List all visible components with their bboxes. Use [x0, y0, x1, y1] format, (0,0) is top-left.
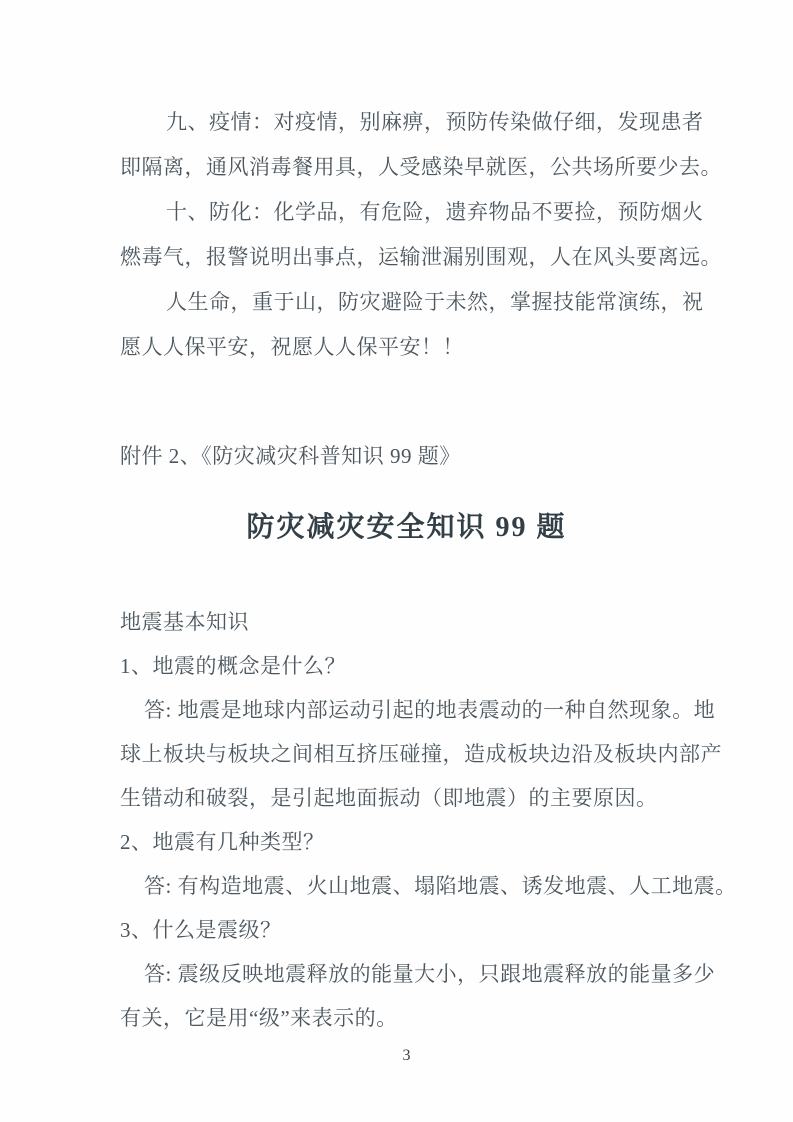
- intro-line: 愿人人保平安，祝愿人人保平安！！: [120, 335, 464, 359]
- question-line: 3、什么是震级？: [120, 918, 282, 942]
- answer-line: 球上板块与板块之间相互挤压碰撞，造成板块边沿及板块内部产: [120, 742, 722, 766]
- answer-line: 有关，它是用“级”来表示的。: [120, 1006, 398, 1030]
- question-line: 1、地震的概念是什么？: [120, 654, 346, 678]
- page-number: 3: [402, 1047, 411, 1064]
- answer-line: 答: 有构造地震、火山地震、塌陷地震、诱发地震、人工地震。: [144, 874, 737, 898]
- section-heading: 地震基本知识: [120, 610, 249, 634]
- intro-section: [120, 100, 722, 370]
- intro-line: 燃毒气，报警说明出事点，运输泄漏别围观，人在风头要离远。: [120, 245, 722, 269]
- answer-line: 答: 震级反映地震释放的能量大小，只跟地震释放的能量多少: [144, 962, 716, 986]
- intro-line: 十、防化：化学品，有危险，遗弃物品不要捡，预防烟火: [166, 200, 704, 224]
- intro-line: 人生命，重于山，防灾避险于未然，掌握技能常演练，祝: [166, 290, 704, 314]
- qa-section: [120, 600, 737, 1040]
- question-line: 2、地震有几种类型？: [120, 830, 325, 854]
- document-title: 防灾减灾安全知识 99 题: [246, 512, 567, 543]
- answer-line: 生错动和破裂，是引起地面振动（即地震）的主要原因。: [120, 786, 658, 810]
- attachment-reference: 附件 2、《防灾减灾科普知识 99 题》: [120, 444, 461, 468]
- intro-line: 九、疫情：对疫情，别麻痹，预防传染做仔细，发现患者: [166, 110, 704, 134]
- answer-line: 答: 地震是地球内部运动引起的地表震动的一种自然现象。地: [144, 698, 716, 722]
- intro-line: 即隔离，通风消毒餐用具，人受感染早就医，公共场所要少去。: [120, 155, 722, 179]
